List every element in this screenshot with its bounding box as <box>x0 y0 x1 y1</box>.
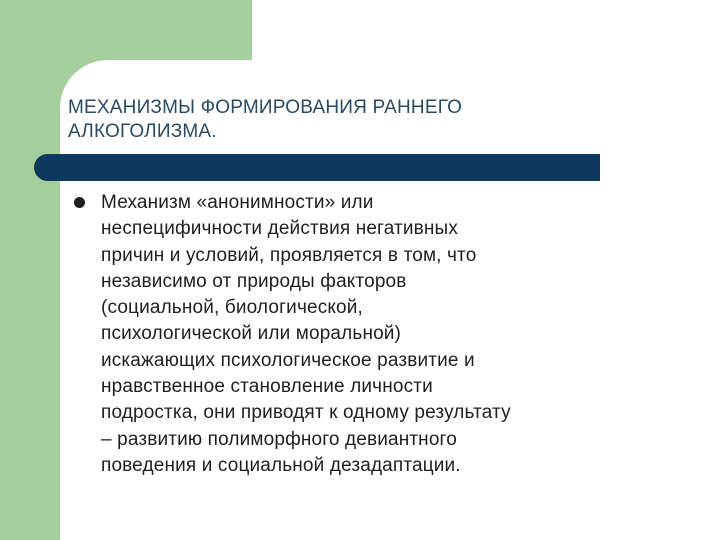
bullet-line: причин и условий, проявляется в том, что <box>101 244 477 266</box>
bullet-line: – развитию полиморфного девиантного <box>101 428 457 450</box>
bullet-point-icon <box>74 197 85 208</box>
bullet-line: искажающих психологическое развитие и <box>101 349 475 371</box>
bullet-line: неспецифичности действия негативных <box>101 218 458 240</box>
bullet-line: независимо от природы факторов <box>101 270 407 292</box>
bullet-text <box>101 190 676 479</box>
title-underline-bar <box>34 154 600 181</box>
slide-title <box>68 96 628 144</box>
bullet-line: Механизм «анонимности» или <box>101 192 374 213</box>
slide-title-line-1: МЕХАНИЗМЫ ФОРМИРОВАНИЯ РАННЕГО <box>68 97 463 118</box>
bullet-line: нравственное становление личности <box>101 376 433 398</box>
bullet-line: (социальной, биологической, <box>101 297 363 319</box>
bullet-line: подростка, они приводят к одному результату <box>101 402 511 424</box>
bullet-line: психологической или моральной) <box>101 323 402 345</box>
slide-title-line-2: АЛКОГОЛИЗМА. <box>68 121 217 142</box>
bullet-line: поведения и социальной дезадаптации. <box>101 454 461 476</box>
